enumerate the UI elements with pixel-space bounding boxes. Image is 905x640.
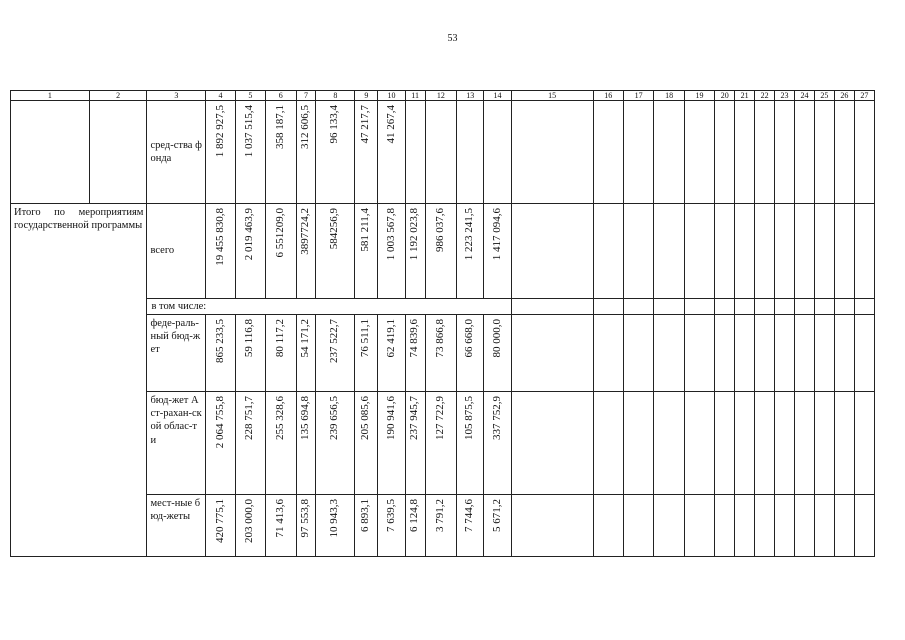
fund-label-text: сред-ства фонда: [150, 139, 202, 164]
empty-cell: [854, 204, 874, 299]
empty-cell: [735, 315, 755, 392]
empty-cell: [593, 495, 623, 557]
column-header: 20: [715, 91, 735, 101]
empty-cell: [425, 101, 456, 204]
empty-cell: [623, 392, 653, 495]
empty-cell: [654, 315, 684, 392]
empty-cell: [814, 204, 834, 299]
value-cell: [405, 204, 425, 299]
empty-cell: [623, 315, 653, 392]
empty-cell: [11, 101, 90, 204]
column-header: 5: [235, 91, 265, 101]
local-value: 7 639,5: [384, 499, 397, 533]
local-value: 6 893,1: [359, 499, 372, 533]
page-number: 53: [447, 33, 458, 44]
column-header: 17: [623, 91, 653, 101]
federal-value: 54 171,2: [299, 319, 312, 358]
value-cell: [316, 495, 355, 557]
federal-value: 62 419,1: [384, 319, 397, 358]
empty-cell: [511, 495, 593, 557]
value-cell: [405, 495, 425, 557]
value-cell: [378, 204, 405, 299]
column-header: 7: [296, 91, 316, 101]
column-header: 1: [11, 91, 90, 101]
empty-cell: [735, 204, 755, 299]
value-cell: [457, 392, 484, 495]
value-cell: [296, 204, 316, 299]
local-value: 5 671,2: [490, 499, 503, 533]
regional-value: 255 328,6: [273, 396, 286, 441]
empty-cell: [684, 101, 714, 204]
federal-value: 66 668,0: [463, 319, 476, 358]
regional-value: 337 752,9: [490, 396, 503, 441]
total-label-text: всего: [150, 245, 175, 257]
empty-cell: [511, 392, 593, 495]
value-cell: [206, 204, 235, 299]
program-name-cell: [11, 204, 147, 557]
regional-value: 135 694,8: [299, 396, 312, 441]
value-cell: [355, 101, 378, 204]
empty-cell: [654, 101, 684, 204]
fund-value: 96 133,4: [328, 105, 341, 144]
column-header: 24: [795, 91, 815, 101]
value-cell: [425, 495, 456, 557]
total-label: [147, 204, 206, 299]
column-header: 26: [834, 91, 854, 101]
total-value: 1 003 567,8: [384, 208, 397, 261]
federal-label-text: феде-раль-ный бюд-жет: [150, 318, 201, 356]
empty-cell: [834, 315, 854, 392]
empty-cell: [405, 101, 425, 204]
column-header: 18: [654, 91, 684, 101]
budget-table: [10, 90, 875, 557]
column-header: 4: [206, 91, 235, 101]
empty-cell: [715, 204, 735, 299]
column-header: 19: [684, 91, 714, 101]
federal-value: 80 000,0: [490, 319, 503, 358]
empty-cell: [814, 299, 834, 315]
value-cell: [235, 101, 265, 204]
federal-value: 865 233,5: [213, 319, 226, 364]
empty-cell: [755, 495, 775, 557]
federal-label: [147, 315, 206, 392]
column-header: 15: [511, 91, 593, 101]
value-cell: [355, 315, 378, 392]
value-cell: [266, 204, 296, 299]
local-value: 420 775,1: [213, 499, 226, 544]
column-header: 10: [378, 91, 405, 101]
value-cell: [457, 315, 484, 392]
empty-cell: [715, 495, 735, 557]
empty-cell: [814, 101, 834, 204]
value-cell: [235, 495, 265, 557]
empty-cell: [623, 204, 653, 299]
regional-value: 205 085,6: [359, 396, 372, 441]
column-header: 11: [405, 91, 425, 101]
federal-value: 237 522,7: [328, 319, 341, 364]
total-value: 584256,9: [328, 208, 341, 250]
regional-value: 190 941,6: [384, 396, 397, 441]
value-cell: [425, 315, 456, 392]
fund-value: 1 037 515,4: [243, 105, 256, 158]
value-cell: [206, 495, 235, 557]
column-header: 9: [355, 91, 378, 101]
including-label-text: в том числе:: [151, 301, 207, 312]
value-cell: [235, 204, 265, 299]
value-cell: [378, 392, 405, 495]
empty-cell: [654, 204, 684, 299]
empty-cell: [715, 392, 735, 495]
local-value: 71 413,6: [273, 499, 286, 538]
value-cell: [355, 495, 378, 557]
empty-cell: [854, 299, 874, 315]
federal-value: 80 117,2: [273, 319, 286, 358]
empty-cell: [735, 495, 755, 557]
value-cell: [266, 392, 296, 495]
column-header: 21: [735, 91, 755, 101]
empty-cell: [854, 101, 874, 204]
total-row: [11, 204, 875, 299]
column-header: 14: [484, 91, 511, 101]
column-header: 23: [775, 91, 795, 101]
local-value: 203 000,0: [243, 499, 256, 544]
empty-cell: [854, 315, 874, 392]
value-cell: [378, 495, 405, 557]
empty-cell: [623, 299, 653, 315]
fund-value: 47 217,7: [359, 105, 372, 144]
empty-cell: [795, 204, 815, 299]
regional-label: [147, 392, 206, 495]
value-cell: [355, 392, 378, 495]
empty-cell: [755, 299, 775, 315]
value-cell: [316, 101, 355, 204]
empty-cell: [684, 495, 714, 557]
empty-cell: [834, 392, 854, 495]
empty-cell: [593, 299, 623, 315]
value-cell: [296, 392, 316, 495]
empty-cell: [755, 101, 775, 204]
value-cell: [425, 392, 456, 495]
empty-cell: [654, 392, 684, 495]
federal-value: 73 866,8: [433, 319, 446, 358]
empty-cell: [593, 392, 623, 495]
including-label: [147, 299, 511, 315]
value-cell: [484, 392, 511, 495]
fund-label: [147, 101, 206, 204]
value-cell: [355, 204, 378, 299]
empty-cell: [775, 299, 795, 315]
empty-cell: [834, 495, 854, 557]
empty-cell: [795, 495, 815, 557]
empty-cell: [755, 392, 775, 495]
column-header: 27: [854, 91, 874, 101]
empty-cell: [654, 495, 684, 557]
fund-value: 312 606,5: [299, 105, 312, 149]
empty-cell: [511, 315, 593, 392]
column-header: 6: [266, 91, 296, 101]
column-header: 13: [457, 91, 484, 101]
empty-cell: [814, 495, 834, 557]
local-value: 97 553,8: [299, 499, 312, 538]
total-value: 2 019 463,9: [243, 208, 256, 261]
value-cell: [316, 204, 355, 299]
column-header: 22: [755, 91, 775, 101]
empty-cell: [684, 392, 714, 495]
value-cell: [457, 204, 484, 299]
local-label-text: мест-ные бюд-жеты: [150, 498, 201, 523]
value-cell: [206, 315, 235, 392]
empty-cell: [795, 299, 815, 315]
total-value: 1 417 094,6: [490, 208, 503, 261]
column-header: 3: [147, 91, 206, 101]
fund-value: 1 892 927,5: [213, 105, 226, 158]
value-cell: [378, 315, 405, 392]
value-cell: [484, 495, 511, 557]
total-value: 581 211,4: [359, 208, 372, 252]
regional-value: 239 656,5: [328, 396, 341, 441]
empty-cell: [684, 299, 714, 315]
empty-cell: [795, 315, 815, 392]
value-cell: [316, 392, 355, 495]
federal-value: 76 511,1: [359, 319, 372, 358]
fund-value: 358 187,1: [273, 105, 286, 149]
fund-value: 41 267,4: [384, 105, 397, 144]
fund-row: [11, 101, 875, 204]
empty-cell: [735, 392, 755, 495]
value-cell: [266, 495, 296, 557]
value-cell: [296, 315, 316, 392]
empty-cell: [654, 299, 684, 315]
value-cell: [266, 101, 296, 204]
value-cell: [378, 101, 405, 204]
value-cell: [425, 204, 456, 299]
value-cell: [457, 495, 484, 557]
regional-value: 237 945,7: [408, 396, 421, 441]
empty-cell: [484, 101, 511, 204]
empty-cell: [593, 204, 623, 299]
empty-cell: [755, 315, 775, 392]
regional-value: 228 751,7: [243, 396, 256, 441]
local-value: 6 124,8: [408, 499, 421, 533]
empty-cell: [511, 101, 593, 204]
total-value: 19 455 830,8: [213, 208, 226, 266]
value-cell: [484, 204, 511, 299]
column-header: 8: [316, 91, 355, 101]
local-value: 3 791,2: [433, 499, 446, 533]
local-value: 10 943,3: [328, 499, 341, 538]
total-value: 986 037,6: [433, 208, 446, 252]
empty-cell: [854, 392, 874, 495]
value-cell: [206, 101, 235, 204]
column-number-row: [11, 91, 875, 101]
value-cell: [316, 315, 355, 392]
empty-cell: [511, 204, 593, 299]
regional-value: 2 064 755,8: [213, 396, 226, 449]
empty-cell: [715, 315, 735, 392]
empty-cell: [755, 204, 775, 299]
empty-cell: [795, 392, 815, 495]
empty-cell: [834, 299, 854, 315]
empty-cell: [834, 204, 854, 299]
value-cell: [266, 315, 296, 392]
total-value: 3897724,2: [299, 208, 312, 255]
value-cell: [235, 392, 265, 495]
empty-cell: [775, 315, 795, 392]
empty-cell: [775, 392, 795, 495]
regional-value: 105 875,5: [463, 396, 476, 441]
value-cell: [296, 495, 316, 557]
empty-cell: [795, 101, 815, 204]
total-value: 6 551209,0: [273, 208, 286, 258]
column-header: 12: [425, 91, 456, 101]
empty-cell: [623, 495, 653, 557]
empty-cell: [623, 101, 653, 204]
value-cell: [405, 315, 425, 392]
value-cell: [405, 392, 425, 495]
empty-cell: [684, 315, 714, 392]
local-label: [147, 495, 206, 557]
value-cell: [484, 315, 511, 392]
value-cell: [296, 101, 316, 204]
empty-cell: [715, 101, 735, 204]
column-header: 25: [814, 91, 834, 101]
value-cell: [206, 392, 235, 495]
empty-cell: [684, 204, 714, 299]
empty-cell: [854, 495, 874, 557]
total-value: 1 192 023,8: [408, 208, 421, 261]
local-value: 7 744,6: [463, 499, 476, 533]
empty-cell: [775, 204, 795, 299]
federal-value: 74 839,6: [408, 319, 421, 358]
empty-cell: [593, 101, 623, 204]
empty-cell: [735, 299, 755, 315]
empty-cell: [814, 315, 834, 392]
empty-cell: [89, 101, 147, 204]
empty-cell: [457, 101, 484, 204]
empty-cell: [814, 392, 834, 495]
empty-cell: [735, 101, 755, 204]
column-header: 16: [593, 91, 623, 101]
regional-label-text: бюд-жет Аст-рахан-ской облас-ти: [150, 395, 202, 446]
empty-cell: [593, 315, 623, 392]
empty-cell: [715, 299, 735, 315]
empty-cell: [775, 495, 795, 557]
total-value: 1 223 241,5: [463, 208, 476, 261]
program-name: Итого по мероприятиям государственной программы: [14, 207, 144, 232]
regional-value: 127 722,9: [433, 396, 446, 441]
empty-cell: [775, 101, 795, 204]
empty-cell: [834, 101, 854, 204]
empty-cell: [511, 299, 593, 315]
value-cell: [235, 315, 265, 392]
federal-value: 59 116,8: [243, 319, 256, 358]
column-header: 2: [89, 91, 147, 101]
